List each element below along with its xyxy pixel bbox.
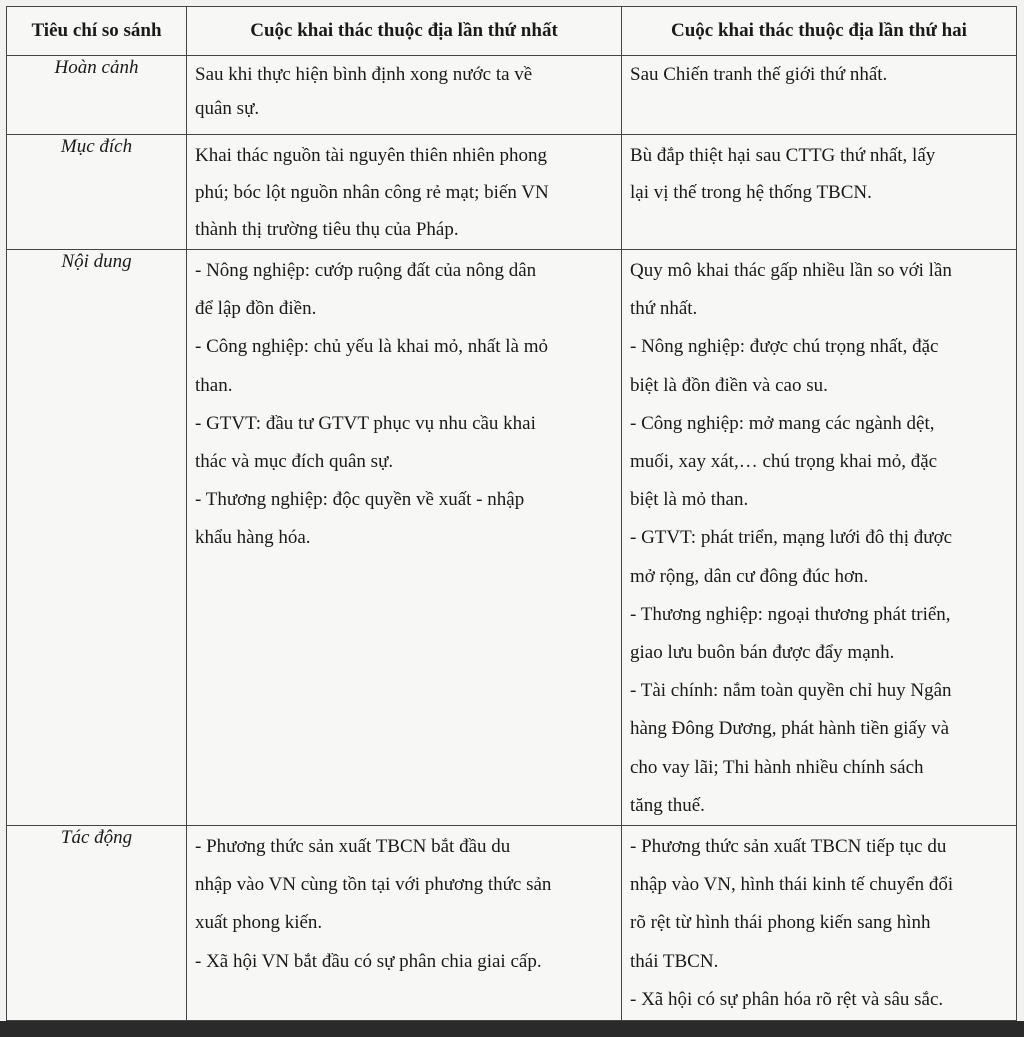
cell-text-line: Quy mô khai thác gấp nhiều lần so với lần — [630, 260, 952, 281]
cell-text-line: lại vị thế trong hệ thống TBCN. — [630, 182, 872, 203]
cell-text-line: - Nông nghiệp: cướp ruộng đất của nông dân — [195, 260, 537, 281]
cell-text-line: khẩu hàng hóa. — [195, 527, 311, 549]
cell-text-line: nhập vào VN, hình thái kinh tế chuyển đổi — [630, 874, 954, 896]
cell-text-line: cho vay lãi; Thi hành nhiều chính sách — [630, 756, 924, 778]
cell-text-line: xuất phong kiến. — [195, 912, 323, 934]
cell-text-line: giao lưu buôn bán được đẩy mạnh. — [630, 642, 895, 664]
cell-text-line: - Phương thức sản xuất TBCN tiếp tục du — [630, 836, 947, 858]
cell-text-line: - Xã hội có sự phân hóa rõ rệt và sâu sắc. — [630, 988, 944, 1010]
second-exploitation-cell — [622, 250, 1017, 826]
criterion-cell: Mục đích — [7, 135, 187, 250]
cell-text-line: mở rộng, dân cư đông đúc hơn. — [630, 565, 869, 587]
second-exploitation-cell — [622, 56, 1017, 135]
cell-text-line: tăng thuế. — [630, 794, 705, 816]
first-exploitation-cell — [187, 250, 622, 826]
cell-text-line: - GTVT: đầu tư GTVT phục vụ nhu cầu khai — [195, 412, 536, 434]
cell-text-line: nhập vào VN cùng tồn tại với phương thức sản — [195, 874, 552, 896]
header-row — [7, 7, 1017, 56]
cell-text-line: thái TBCN. — [630, 950, 719, 972]
cell-text-line: Khai thác nguồn tài nguyên thiên nhiên phong — [195, 145, 547, 166]
cell-text-line: - GTVT: phát triển, mạng lưới đô thị được — [630, 527, 953, 549]
comparison-table — [6, 6, 1017, 1021]
cell-text-line: - Công nghiệp: mở mang các ngành dệt, — [630, 412, 935, 434]
cell-text-line: phú; bóc lột nguồn nhân công rẻ mạt; biến VN — [195, 182, 549, 203]
row-tac-dong — [7, 826, 1017, 1021]
cell-text-line: thứ nhất. — [630, 298, 698, 320]
cell-text-line: rõ rệt từ hình thái phong kiến sang hình — [630, 912, 931, 934]
cell-text-line: biệt là mỏ than. — [630, 489, 749, 511]
cell-text-line: - Thương nghiệp: ngoại thương phát triển, — [630, 603, 951, 625]
header-criteria: Tiêu chí so sánh — [7, 7, 187, 56]
row-noi-dung — [7, 250, 1017, 826]
cell-text-line: quân sự. — [195, 98, 260, 119]
cell-text-line: - Công nghiệp: chủ yếu là khai mỏ, nhất là mỏ — [195, 336, 549, 358]
cell-text-line: hàng Đông Dương, phát hành tiền giấy và — [630, 718, 950, 740]
cell-text-line: biệt là đồn điền và cao su. — [630, 374, 828, 396]
first-exploitation-cell — [187, 826, 622, 1021]
cell-text-line: - Phương thức sản xuất TBCN bắt đầu du — [195, 836, 511, 858]
row-muc-dich — [7, 135, 1017, 250]
cell-text-line: thác và mục đích quân sự. — [195, 451, 394, 473]
cell-text-line: Sau Chiến tranh thế giới thứ nhất. — [630, 64, 888, 85]
first-exploitation-cell — [187, 56, 622, 135]
second-exploitation-cell — [622, 135, 1017, 250]
second-exploitation-cell — [622, 826, 1017, 1021]
cell-text-line: thành thị trường tiêu thụ của Pháp. — [195, 219, 459, 240]
cell-text-line: - Tài chính: nắm toàn quyền chỉ huy Ngân — [630, 680, 952, 702]
criterion-cell: Hoàn cảnh — [7, 56, 187, 135]
cell-text-line: Sau khi thực hiện bình định xong nước ta về — [195, 64, 533, 85]
cell-text-line: Bù đắp thiệt hại sau CTTG thứ nhất, lấy — [630, 145, 936, 166]
header-first-exploitation: Cuộc khai thác thuộc địa lần thứ nhất — [187, 7, 622, 56]
criterion-cell: Tác động — [7, 826, 187, 1021]
first-exploitation-cell — [187, 135, 622, 250]
criterion-cell: Nội dung — [7, 250, 187, 826]
cell-text-line: để lập đồn điền. — [195, 298, 317, 320]
cell-text-line: than. — [195, 374, 233, 396]
cell-text-line: - Nông nghiệp: được chú trọng nhất, đặc — [630, 336, 939, 358]
row-hoan-canh — [7, 56, 1017, 135]
cell-text-line: - Thương nghiệp: độc quyền về xuất - nhập — [195, 489, 525, 511]
bottom-border-strip — [0, 1021, 1024, 1037]
cell-text-line: - Xã hội VN bắt đầu có sự phân chia giai cấp. — [195, 950, 542, 972]
header-second-exploitation: Cuộc khai thác thuộc địa lần thứ hai — [622, 7, 1017, 56]
cell-text-line: muối, xay xát,… chú trọng khai mỏ, đặc — [630, 451, 938, 473]
